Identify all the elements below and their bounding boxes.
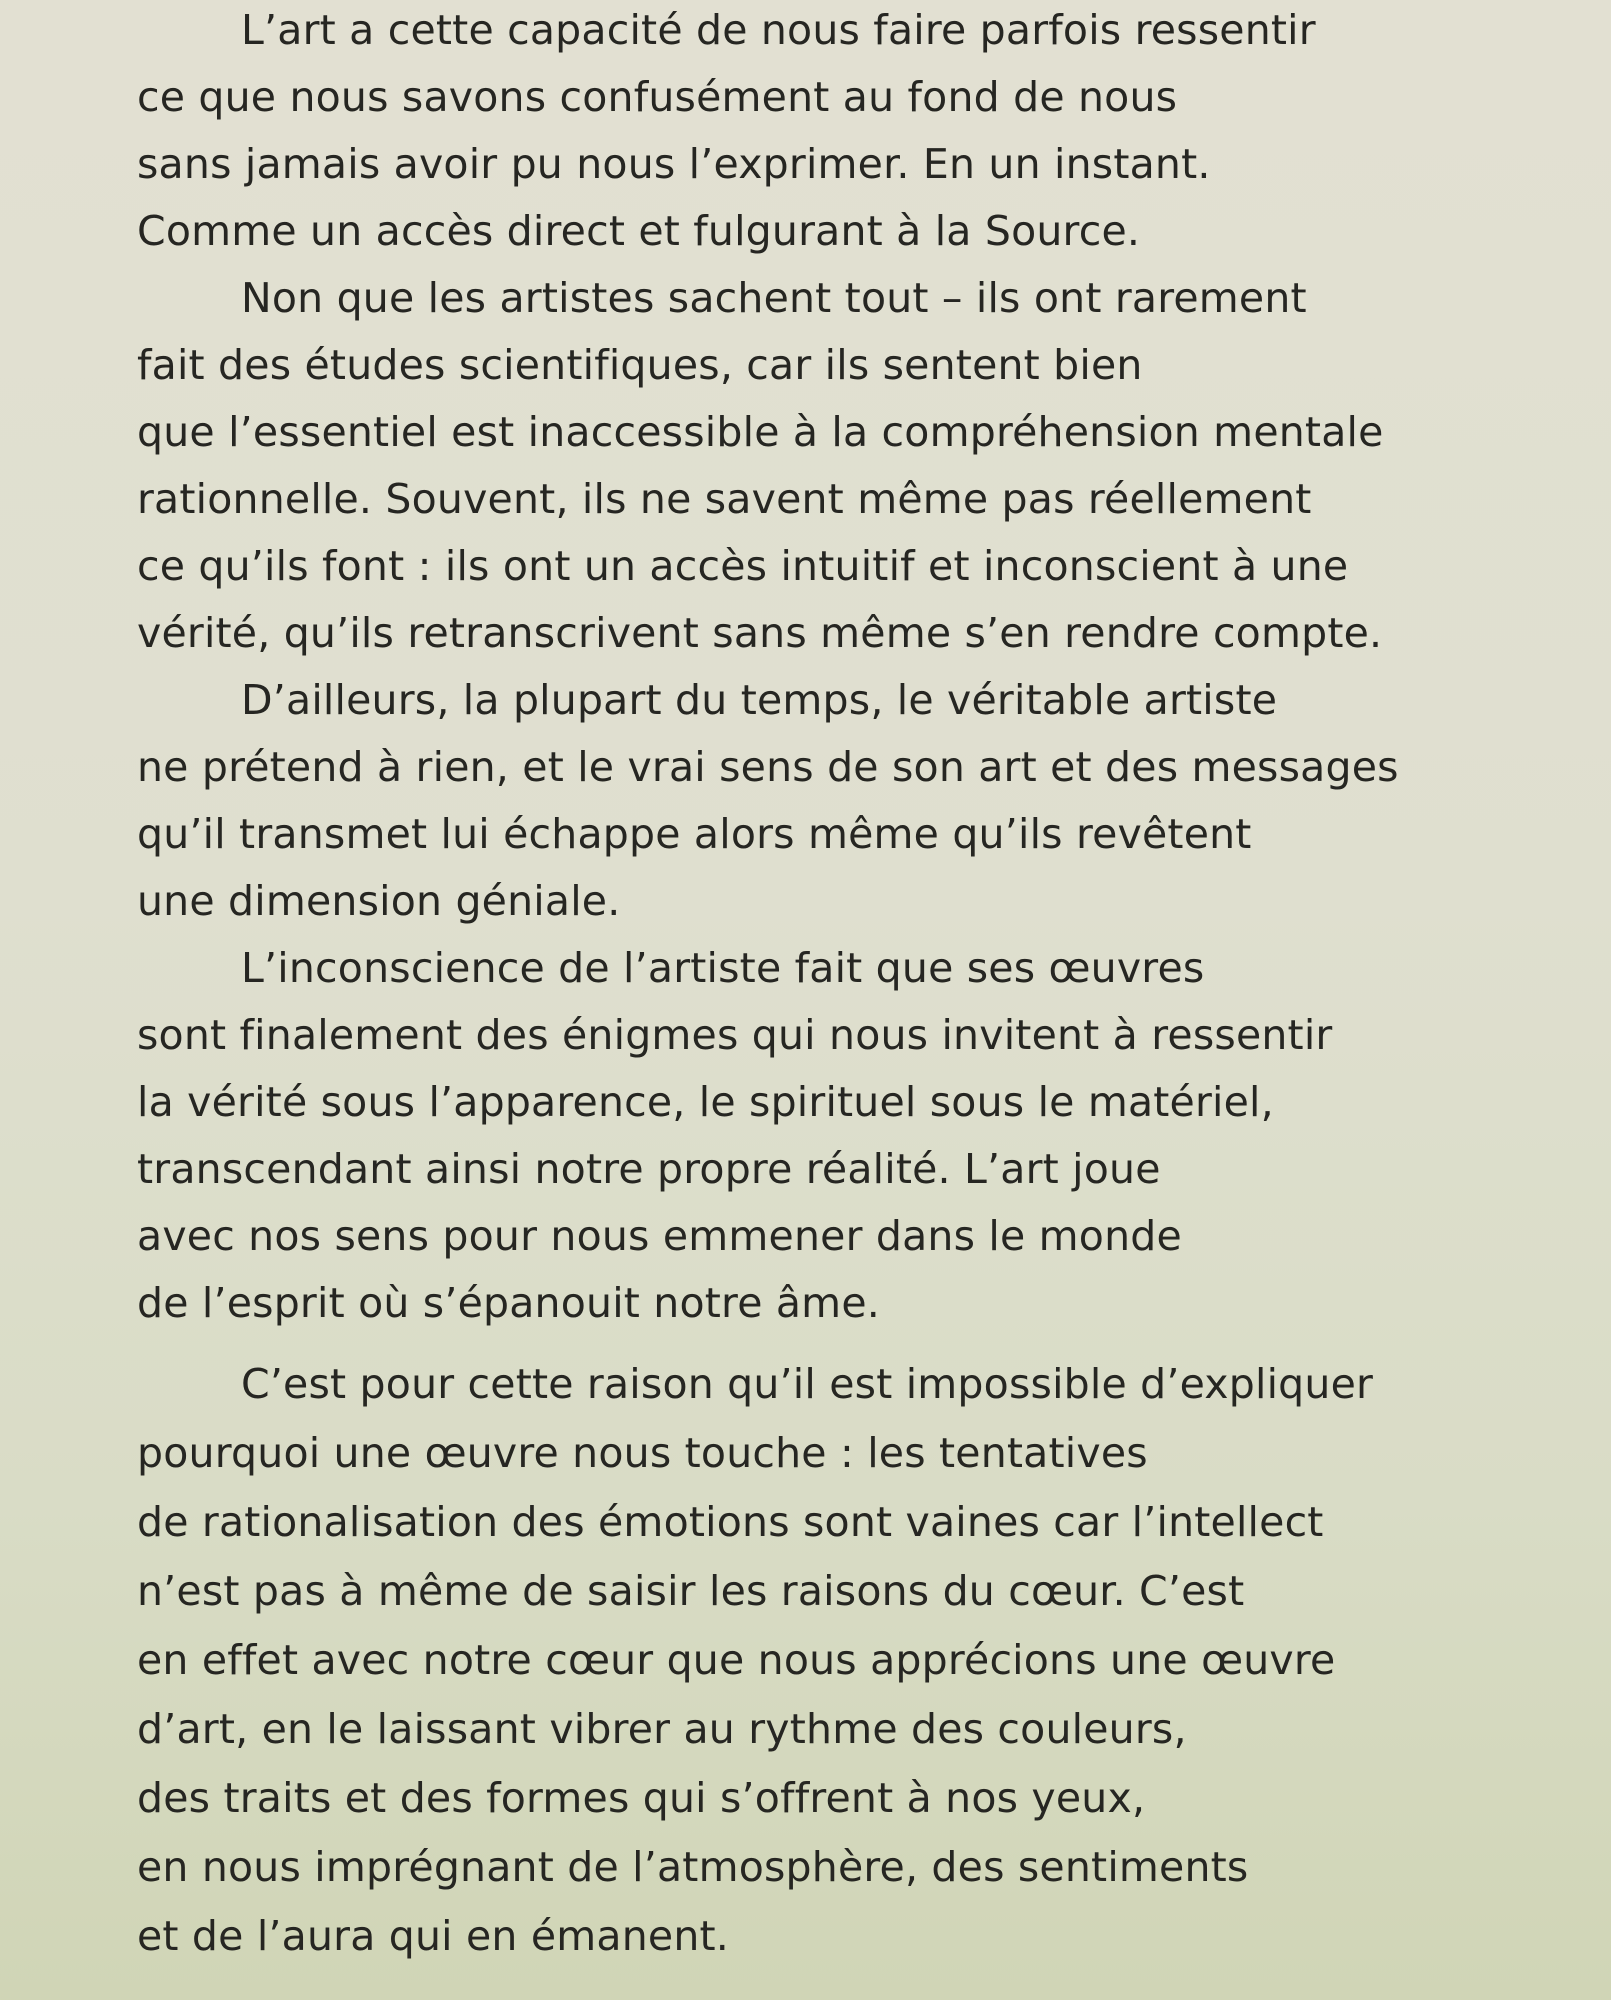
text-line: Non que les artistes sachent tout – ils ont rarement [241,274,1307,322]
text-line: n’est pas à même de saisir les raisons du cœur. C’est [137,1567,1245,1615]
text-line: une dimension géniale. [137,877,621,925]
text-line: pourquoi une œuvre nous touche : les tentatives [137,1429,1148,1477]
text-line: de l’esprit où s’épanouit notre âme. [137,1279,880,1327]
text-line: la vérité sous l’apparence, le spirituel sous le matériel, [137,1078,1274,1126]
text-line: transcendant ainsi notre propre réalité. L’art joue [137,1145,1161,1193]
text-line: de rationalisation des émotions sont vaines car l’intellect [137,1498,1324,1546]
text-line: en nous imprégnant de l’atmosphère, des sentiments [137,1843,1249,1891]
text-line: des traits et des formes qui s’offrent à nos yeux, [137,1774,1146,1822]
text-line: ce que nous savons confusément au fond de nous [137,73,1178,121]
text-line: D’ailleurs, la plupart du temps, le véritable artiste [241,676,1278,724]
text-line: d’art, en le laissant vibrer au rythme des couleurs, [137,1705,1187,1753]
text-line: que l’essentiel est inaccessible à la compréhension mentale [137,408,1384,456]
text-line: qu’il transmet lui échappe alors même qu’ils revêtent [137,810,1252,858]
text-line: Comme un accès direct et fulgurant à la Source. [137,207,1141,255]
text-line: en effet avec notre cœur que nous apprécions une œuvre [137,1636,1336,1684]
text-line: C’est pour cette raison qu’il est impossible d’expliquer [241,1360,1374,1408]
text-line: rationnelle. Souvent, ils ne savent même pas réellement [137,475,1312,523]
text-line: ne prétend à rien, et le vrai sens de son art et des messages [137,743,1399,791]
text-line: fait des études scientifiques, car ils sentent bien [137,341,1143,389]
text-line: ce qu’ils font : ils ont un accès intuitif et inconscient à une [137,542,1349,590]
text-line: et de l’aura qui en émanent. [137,1912,730,1960]
text-line: L’inconscience de l’artiste fait que ses œuvres [241,944,1205,992]
text-line: sont finalement des énigmes qui nous invitent à ressentir [137,1011,1333,1059]
text-line: vérité, qu’ils retranscrivent sans même s’en rendre compte. [137,609,1383,657]
text-line: sans jamais avoir pu nous l’exprimer. En un instant. [137,140,1211,188]
text-line: L’art a cette capacité de nous faire parfois ressentir [241,6,1316,54]
text-line: avec nos sens pour nous emmener dans le monde [137,1212,1182,1260]
